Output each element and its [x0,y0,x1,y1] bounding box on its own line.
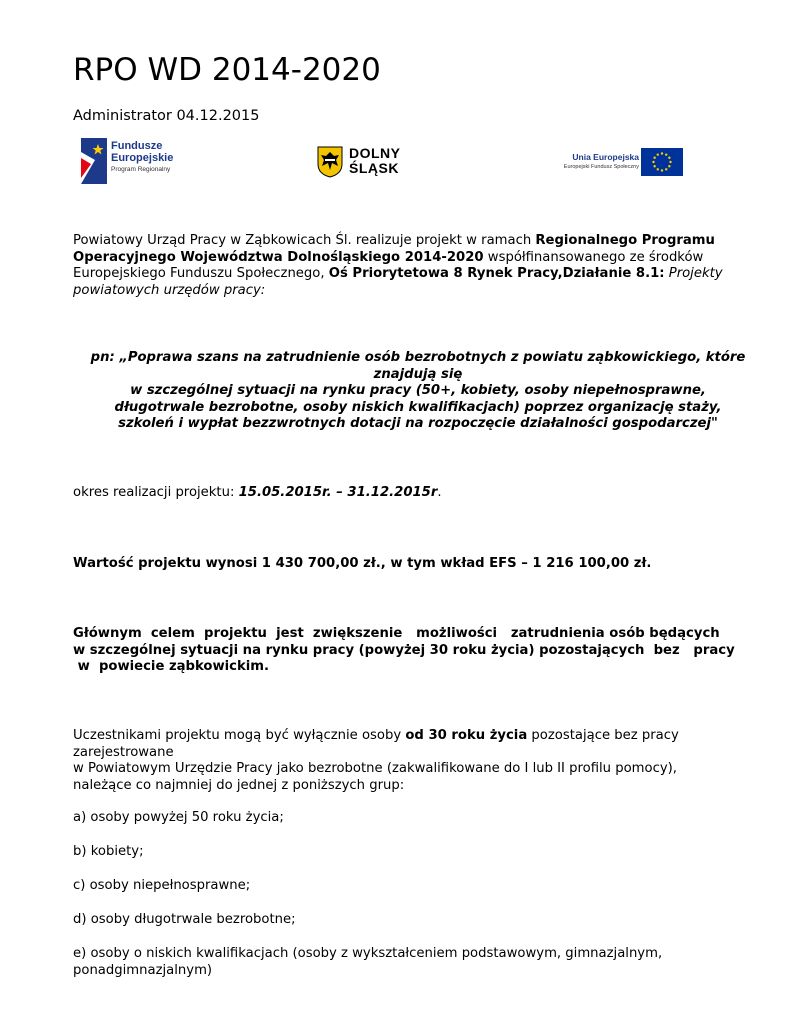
participants-paragraph [73,728,763,794]
eu-star [665,153,667,155]
logo-bar [73,136,763,188]
intro-priority-axis: Oś Priorytetowa 8 Rynek Pracy,Działanie 8.1: [328,266,665,281]
page-title: RPO WD 2014-2020 [73,52,381,88]
unia-europejska-logo [543,148,683,178]
intro-program-name: Regionalnego Programu Operacyjnego Województwa Dolnośląskiego 2014-2020 [73,233,715,265]
ue-line1: Unia Europejska [572,152,639,162]
eu-star [657,168,659,170]
period-end: . [437,485,442,500]
group-item-c: c) osoby niepełnosprawne; [73,878,251,893]
participants-text-1: Uczestnikami projektu mogą być wyłącznie osoby [73,728,406,743]
goal-line2: w szczególnej sytuacji na rynku pracy (powyżej 30 roku życia) pozostających bez pracy [73,642,735,658]
ds-line2: ŚLĄSK [349,160,399,176]
group-item-e: e) osoby o niskich kwalifikacjach (osoby z wykształceniem podstawowym, gimnazjalnym, ponadgimnazjalnym) [73,946,663,978]
fe-line1: Fundusze [111,140,163,152]
ds-line1: DOLNY [349,145,401,161]
intro-text-1: Powiatowy Urząd Pracy w Ząbkowicach Śl. realizuje projekt w ramach [73,233,536,248]
project-goal [73,626,763,676]
eu-star [668,157,670,159]
fundusze-europejskie-icon [81,138,107,184]
eu-star [653,157,655,159]
group-item-a: a) osoby powyżej 50 roku życia; [73,810,284,825]
intro-measure: Projekty powiatowych urzędów pracy: [73,266,723,298]
participants-line2: w Powiatowym Urzędzie Pracy jako bezrobotne (zakwalifikowane do I lub II profilu pomocy), [73,761,677,776]
project-title-prefix: pn: [90,350,120,365]
eu-star [657,153,659,155]
eagle-shield-icon [317,146,343,178]
participants-line3: należące co najmniej do jednej z poniższych grup: [73,777,405,793]
period-value: 15.05.2015r. – 31.12.2015r [238,485,438,500]
project-title-suffix: " [710,416,718,431]
ue-line2: Europejski Fundusz Społeczny [563,164,639,170]
project-title [73,350,763,433]
intro-text-2: współfinansowanego ze środków Europejskiego Funduszu Społecznego, [73,249,704,281]
project-title-line2: w szczególnej sytuacji na rynku pracy (50+, kobiety, osoby niepełnosprawne, długotrwale bezrobotne, osoby niskich kwalifikacjach) poprzez organizację staży, szkoleń i wypłat bezzwrotnych dotacji na rozpoczęcie działalności gospodarczej [114,383,722,431]
dolny-slask-logo [317,144,417,180]
author-date: Administrator 04.12.2015 [73,108,260,124]
fe-line2: Europejskie [111,152,174,164]
participants-text-2: pozostające bez pracy zarejestrowane [73,728,679,760]
goal-line3: w powiecie ząbkowickim. [73,659,270,674]
eu-star [661,152,663,154]
eu-star [653,165,655,167]
project-title-line1: „Poprawa szans na zatrudnienie osób bezrobotnych z powiatu ząbkowickiego, które znajdują się [119,350,746,382]
eu-star [665,168,667,170]
eu-flag-icon [641,148,683,176]
group-item-b: b) kobiety; [73,844,144,859]
goal-line1: Głównym celem projektu jest zwiększenie możliwości zatrudnienia osób będących [73,626,720,641]
eu-star [668,165,670,167]
project-period [73,485,763,502]
fundusze-europejskie-logo [81,138,201,184]
eu-star [661,169,663,171]
group-item-d: d) osoby długotrwale bezrobotne; [73,912,296,927]
participants-age: od 30 roku życia [405,728,528,743]
period-label: okres realizacji projektu: [73,485,239,500]
eu-star [669,161,671,163]
intro-paragraph [73,233,763,299]
project-value: Wartość projektu wynosi 1 430 700,00 zł., w tym wkład EFS – 1 216 100,00 zł. [73,556,652,571]
eu-star [652,161,654,163]
fe-line3: Program Regionalny [111,166,171,173]
